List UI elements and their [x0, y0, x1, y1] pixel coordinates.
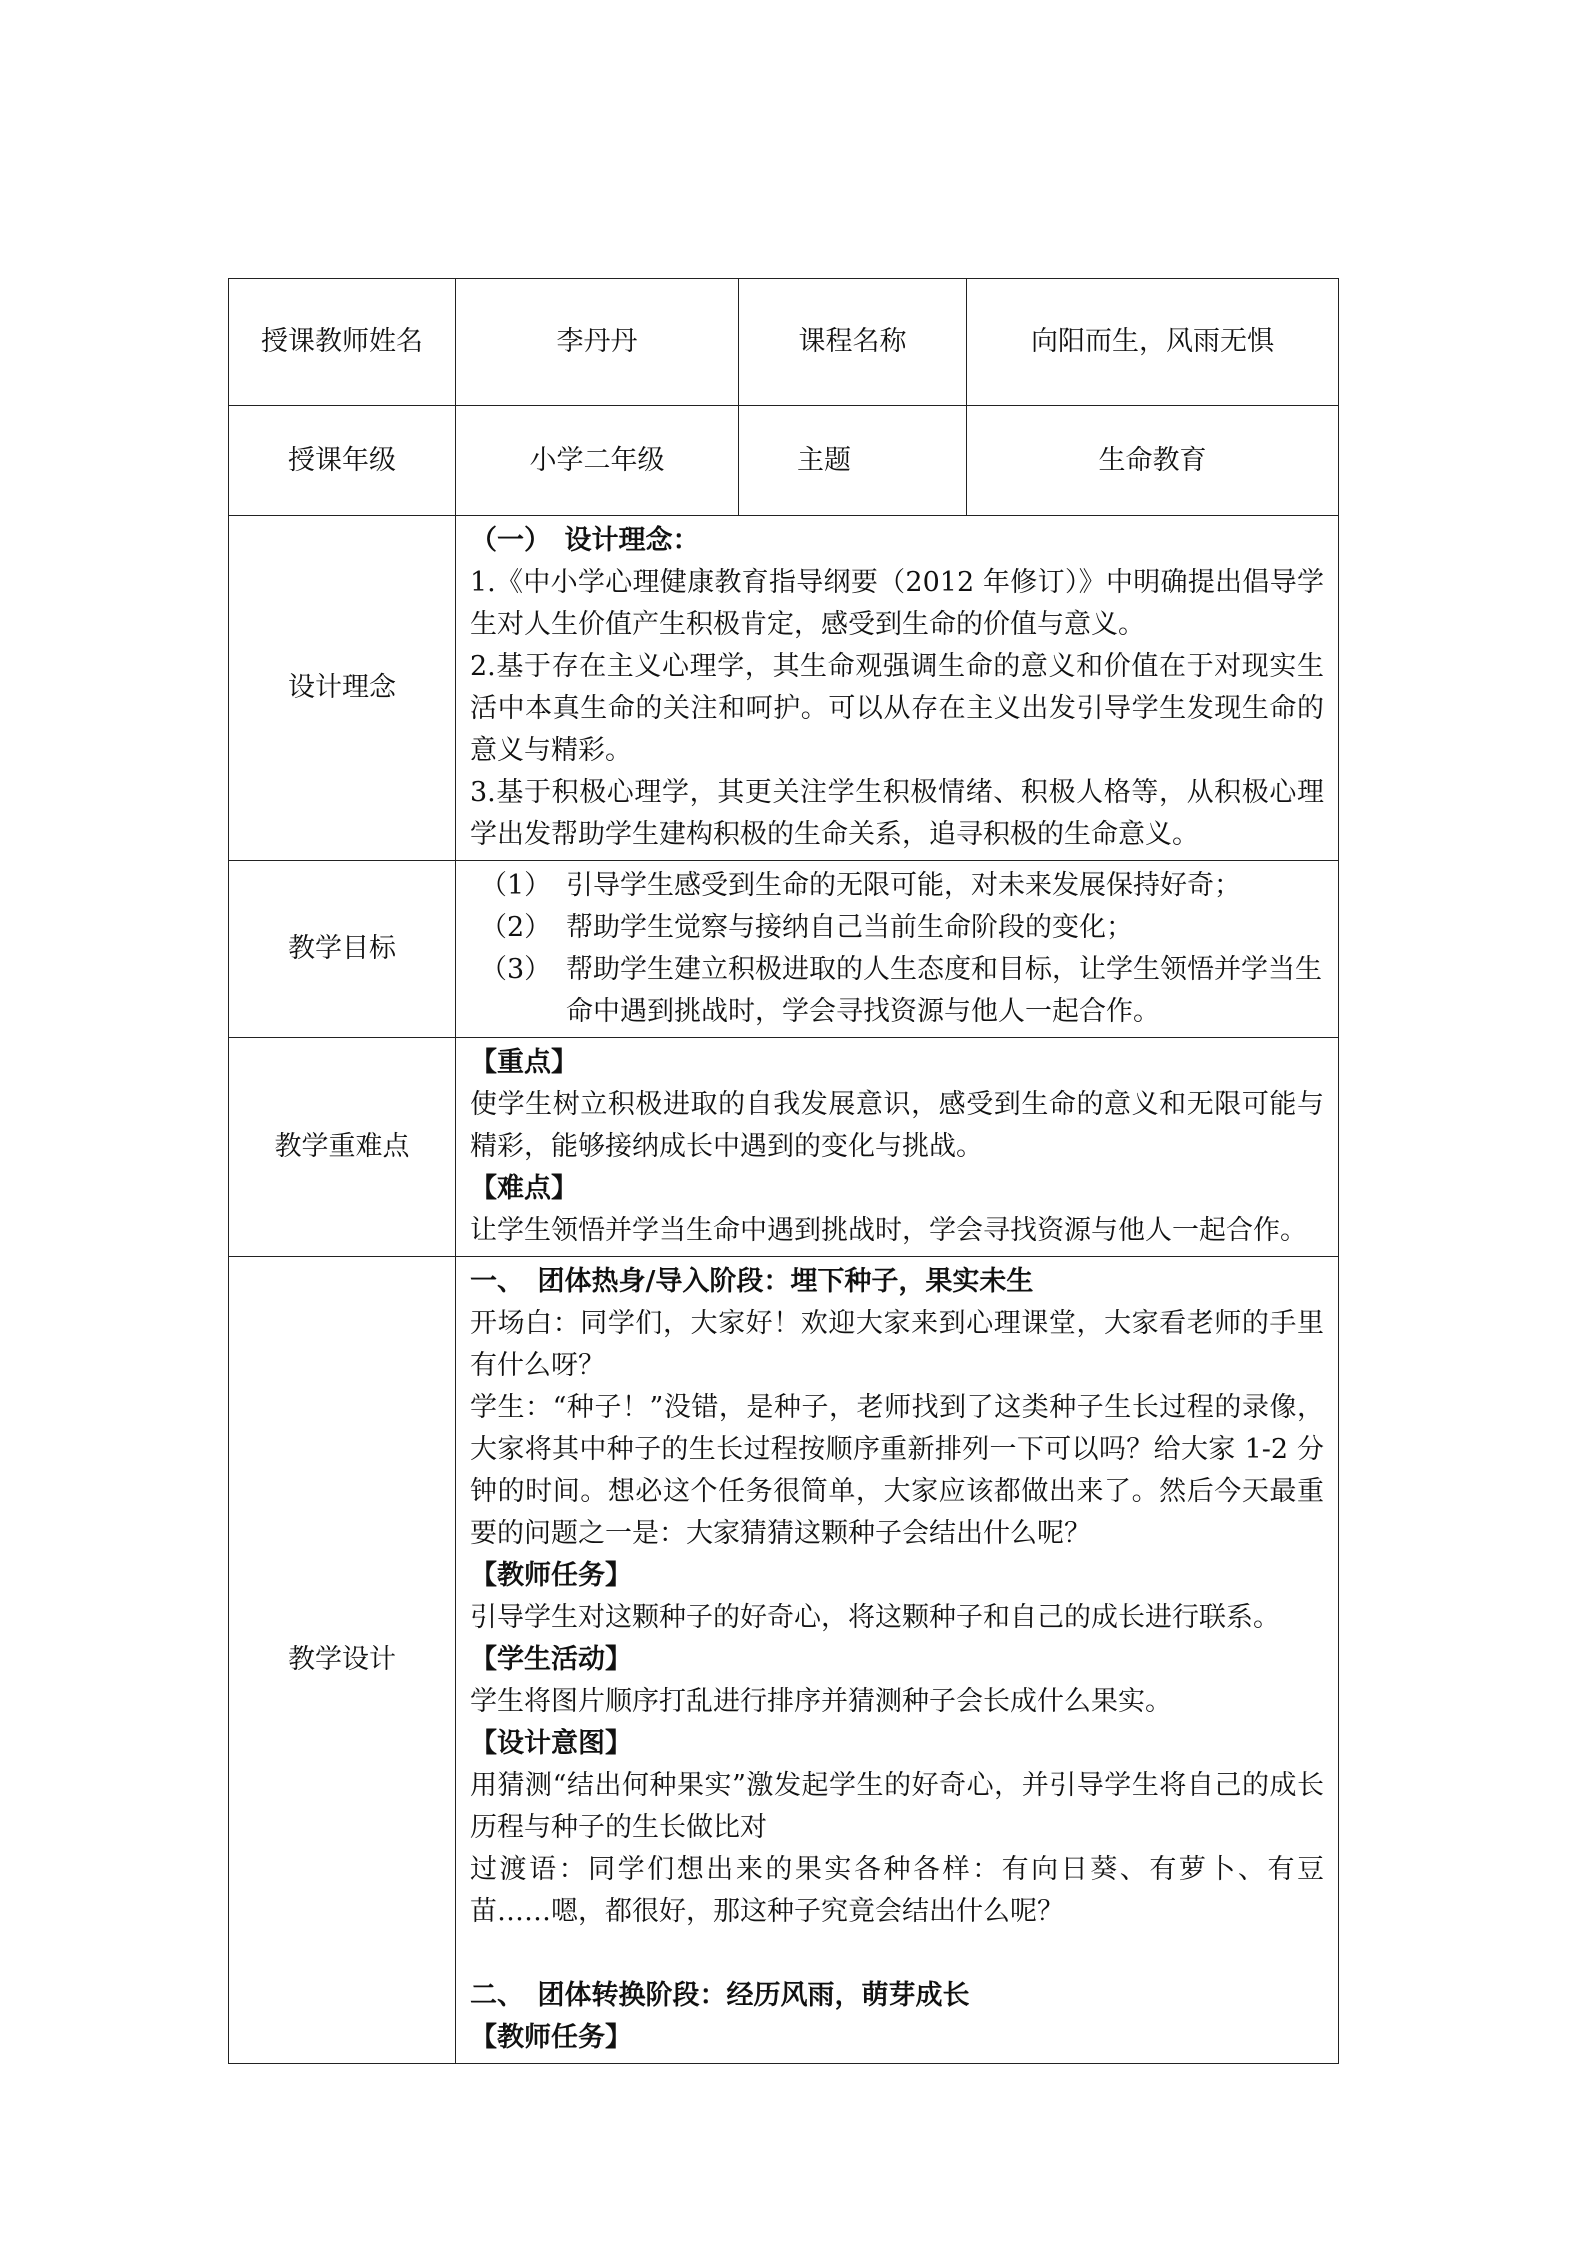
stage2-heading: 二、 团体转换阶段：经历风雨，萌芽成长 [470, 1980, 970, 2011]
difficult-heading: 【难点】 [470, 1173, 578, 1204]
goal-number: （3） [480, 954, 552, 985]
goal-item [470, 907, 1324, 949]
key-heading: 【重点】 [470, 1047, 578, 1078]
row-concept [229, 516, 1339, 861]
goal-item [470, 949, 1324, 1033]
intent-heading: 【设计意图】 [470, 1728, 632, 1759]
student-activity-heading: 【学生活动】 [470, 1644, 632, 1675]
row-goals [229, 861, 1339, 1038]
student-reply-text: 学生：“种子！”没错，是种子，老师找到了这类种子生长过程的录像，大家将其中种子的生长过程按顺序重新排列一下可以吗？给大家 1-2 分钟的时间。想必这个任务很简单，大家应该都做出来了。然后今天最重要的问题之一是：大家猜猜这颗种子会结出什么呢？ [470, 1392, 1324, 1549]
concept-paragraph-3: 3.基于积极心理学，其更关注学生积极情绪、积极人格等，从积极心理学出发帮助学生建构积极的生命关系，追寻积极的生命意义。 [470, 777, 1324, 850]
concept-content [456, 516, 1339, 861]
opening-text: 开场白：同学们，大家好！欢迎大家来到心理课堂，大家看老师的手里有什么呀？ [470, 1308, 1324, 1381]
goal-item [470, 865, 1324, 907]
concept-label: 设计理念 [229, 516, 456, 861]
teacher-task-heading: 【教师任务】 [470, 1560, 632, 1591]
goal-text: 帮助学生觉察与接纳自己当前生命阶段的变化； [566, 912, 1133, 943]
row-keypoints [229, 1038, 1339, 1257]
row-grade-theme [229, 406, 1339, 516]
grade-value: 小学二年级 [456, 406, 739, 516]
goal-text: 引导学生感受到生命的无限可能，对未来发展保持好奇； [566, 870, 1241, 901]
transition-text: 过渡语：同学们想出来的果实各种各样：有向日葵、有萝卜、有豆苗……嗯，都很好，那这种子究竟会结出什么呢？ [470, 1854, 1324, 1927]
teacher-task-text: 引导学生对这颗种子的好奇心，将这颗种子和自己的成长进行联系。 [470, 1602, 1280, 1633]
difficult-text: 让学生领悟并学当生命中遇到挑战时，学会寻找资源与他人一起合作。 [470, 1215, 1307, 1246]
stage1-heading: 一、 团体热身/导入阶段：埋下种子，果实未生 [470, 1266, 1034, 1297]
row-teacher-course [229, 279, 1339, 406]
goals-content [456, 861, 1339, 1038]
teacher-value: 李丹丹 [456, 279, 739, 406]
design-content [456, 1257, 1339, 2064]
goals-label: 教学目标 [229, 861, 456, 1038]
teacher-task2-heading: 【教师任务】 [470, 2022, 632, 2053]
blank-line [470, 1933, 1324, 1975]
concept-paragraph-1: 1.《中小学心理健康教育指导纲要（2012 年修订）》中明确提出倡导学生对人生价值产生积极肯定，感受到生命的价值与意义。 [470, 567, 1324, 640]
goal-number: （2） [480, 912, 552, 943]
theme-label: 主题 [739, 406, 967, 516]
concept-paragraph-2: 2.基于存在主义心理学，其生命观强调生命的意义和价值在于对现实生活中本真生命的关注和呵护。可以从存在主义出发引导学生发现生命的意义与精彩。 [470, 651, 1324, 766]
intent-text: 用猜测“结出何种果实”激发起学生的好奇心，并引导学生将自己的成长历程与种子的生长做比对 [470, 1770, 1324, 1843]
design-label: 教学设计 [229, 1257, 456, 2064]
student-activity-text: 学生将图片顺序打乱进行排序并猜测种子会长成什么果实。 [470, 1686, 1172, 1717]
goal-text: 帮助学生建立积极进取的人生态度和目标，让学生领悟并学当生命中遇到挑战时，学会寻找资源与他人一起合作。 [566, 954, 1322, 1027]
course-label: 课程名称 [739, 279, 967, 406]
key-text: 使学生树立积极进取的自我发展意识，感受到生命的意义和无限可能与精彩，能够接纳成长中遇到的变化与挑战。 [470, 1089, 1324, 1162]
lesson-plan-table [228, 278, 1339, 2064]
goal-number: （1） [480, 870, 552, 901]
row-design [229, 1257, 1339, 2064]
course-value: 向阳而生，风雨无惧 [967, 279, 1339, 406]
keypoints-content [456, 1038, 1339, 1257]
grade-label: 授课年级 [229, 406, 456, 516]
keypoints-label: 教学重难点 [229, 1038, 456, 1257]
theme-value: 生命教育 [967, 406, 1339, 516]
concept-heading: （一） 设计理念： [470, 525, 700, 556]
teacher-label: 授课教师姓名 [229, 279, 456, 406]
